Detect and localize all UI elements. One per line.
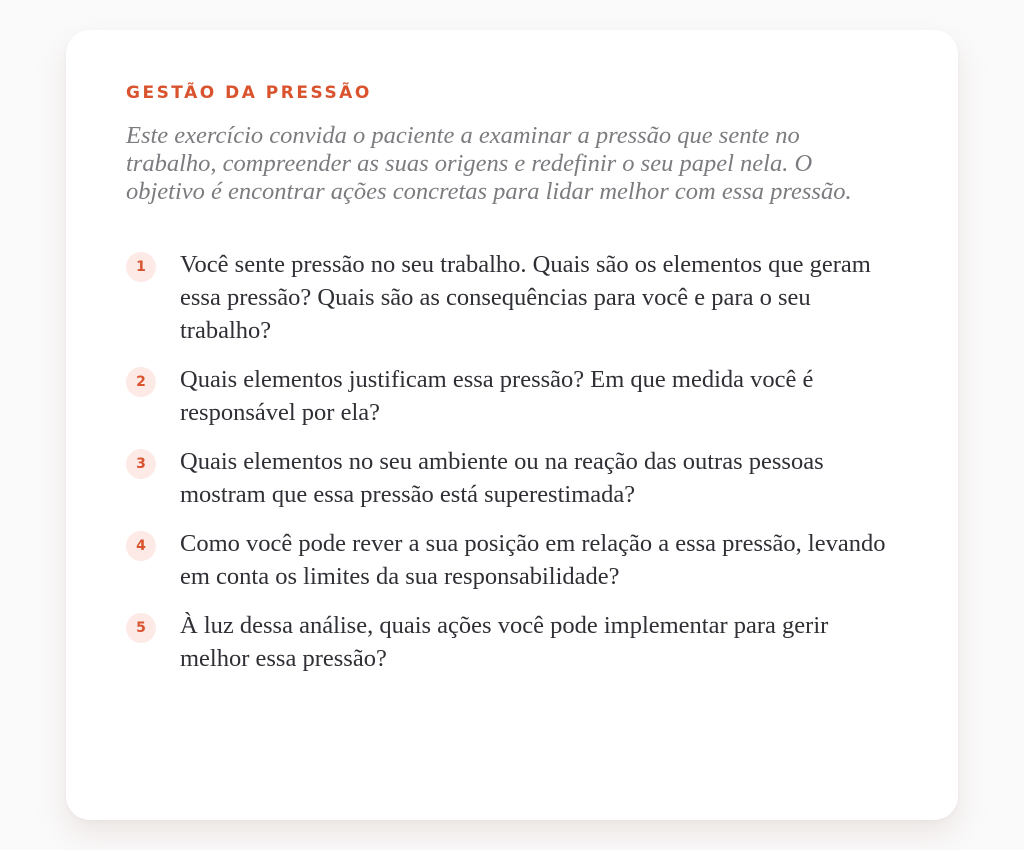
question-item xyxy=(126,530,898,593)
question-text: Você sente pressão no seu trabalho. Quais são os elementos que geram essa pressão? Quais são as consequências para você e para o seu trabalho? xyxy=(180,251,871,344)
question-item xyxy=(126,366,898,429)
question-text: À luz dessa análise, quais ações você pode implementar para gerir melhor essa pressão? xyxy=(180,612,829,672)
section-title: GESTÃO DA PRESSÃO xyxy=(126,83,372,103)
question-text: Quais elementos justificam essa pressão? Em que medida você é responsável por ela? xyxy=(180,366,814,426)
exercise-card xyxy=(66,30,958,820)
question-text: Como você pode rever a sua posição em relação a essa pressão, levando em conta os limites da sua responsabilidade? xyxy=(180,530,886,590)
question-item xyxy=(126,251,898,347)
question-item xyxy=(126,612,898,675)
question-text: Quais elementos no seu ambiente ou na reação das outras pessoas mostram que essa pressão está superestimada? xyxy=(180,448,824,508)
intro-text: Este exercício convida o paciente a examinar a pressão que sente no trabalho, compreender as suas origens e redefinir o seu papel nela. O objetivo é encontrar ações concretas para lidar melhor com essa pressão. xyxy=(126,122,852,205)
question-number-badge: 3 xyxy=(126,449,156,479)
question-number-badge: 5 xyxy=(126,613,156,643)
question-number-badge: 2 xyxy=(126,367,156,397)
question-number-badge: 4 xyxy=(126,531,156,561)
question-number-badge: 1 xyxy=(126,252,156,282)
question-item xyxy=(126,448,898,511)
question-list xyxy=(126,251,898,675)
